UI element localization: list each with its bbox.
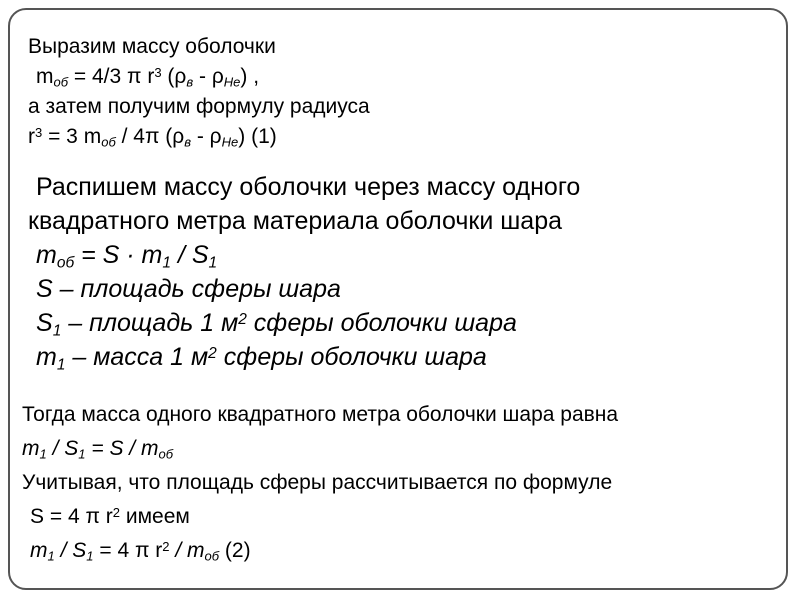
text-line: квадратного метра материала оболочки шара: [28, 207, 562, 235]
formula-sphere-area: S = 4 π $r^2$ имеем: [30, 505, 190, 528]
text-line: Тогда масса одного квадратного метра оболочки шара равна: [22, 403, 619, 426]
formula-radius: $r^3 = 3$ $m_{об} / 4\pi$ $(\rho_в - \rho_{He})$ (1): [28, 125, 277, 150]
text-line: а затем получим формулу радиуса: [28, 95, 370, 118]
text-line: Выразим массу оболочки: [28, 35, 276, 58]
formula-unit-mass: $m_1 / S_1 = S / m_{об}$: [22, 437, 174, 462]
text-line: Распишем массу оболочки через массу одного: [36, 173, 581, 201]
formula-shell-mass: $m_{об} = 4/3$ π $r^3$ $(\rho_в - \rho_{He})$ ,: [36, 65, 260, 90]
text-line: Учитывая, что площадь сферы рассчитывается по формуле: [22, 471, 613, 494]
definition-line: $S_1$ – площадь 1 $м^2$ сферы оболочки шара: [36, 309, 517, 340]
mass-expression-block: [28, 32, 370, 152]
definition-line: $m_1$ – масса 1 $м^2$ сферы оболочки шара: [36, 343, 487, 374]
formula-shell-mass-area: $m_{об} = S \cdot m_1 / S_1$: [36, 241, 218, 272]
unit-mass-block: [22, 398, 618, 568]
formula-unit-mass-radius: $m_1 / S_1 = 4$ π $r^2 / m_{об}$ (2): [30, 539, 251, 564]
definition-line: S – площадь сферы шара: [36, 275, 341, 303]
shell-mass-breakdown-block: [28, 170, 580, 374]
